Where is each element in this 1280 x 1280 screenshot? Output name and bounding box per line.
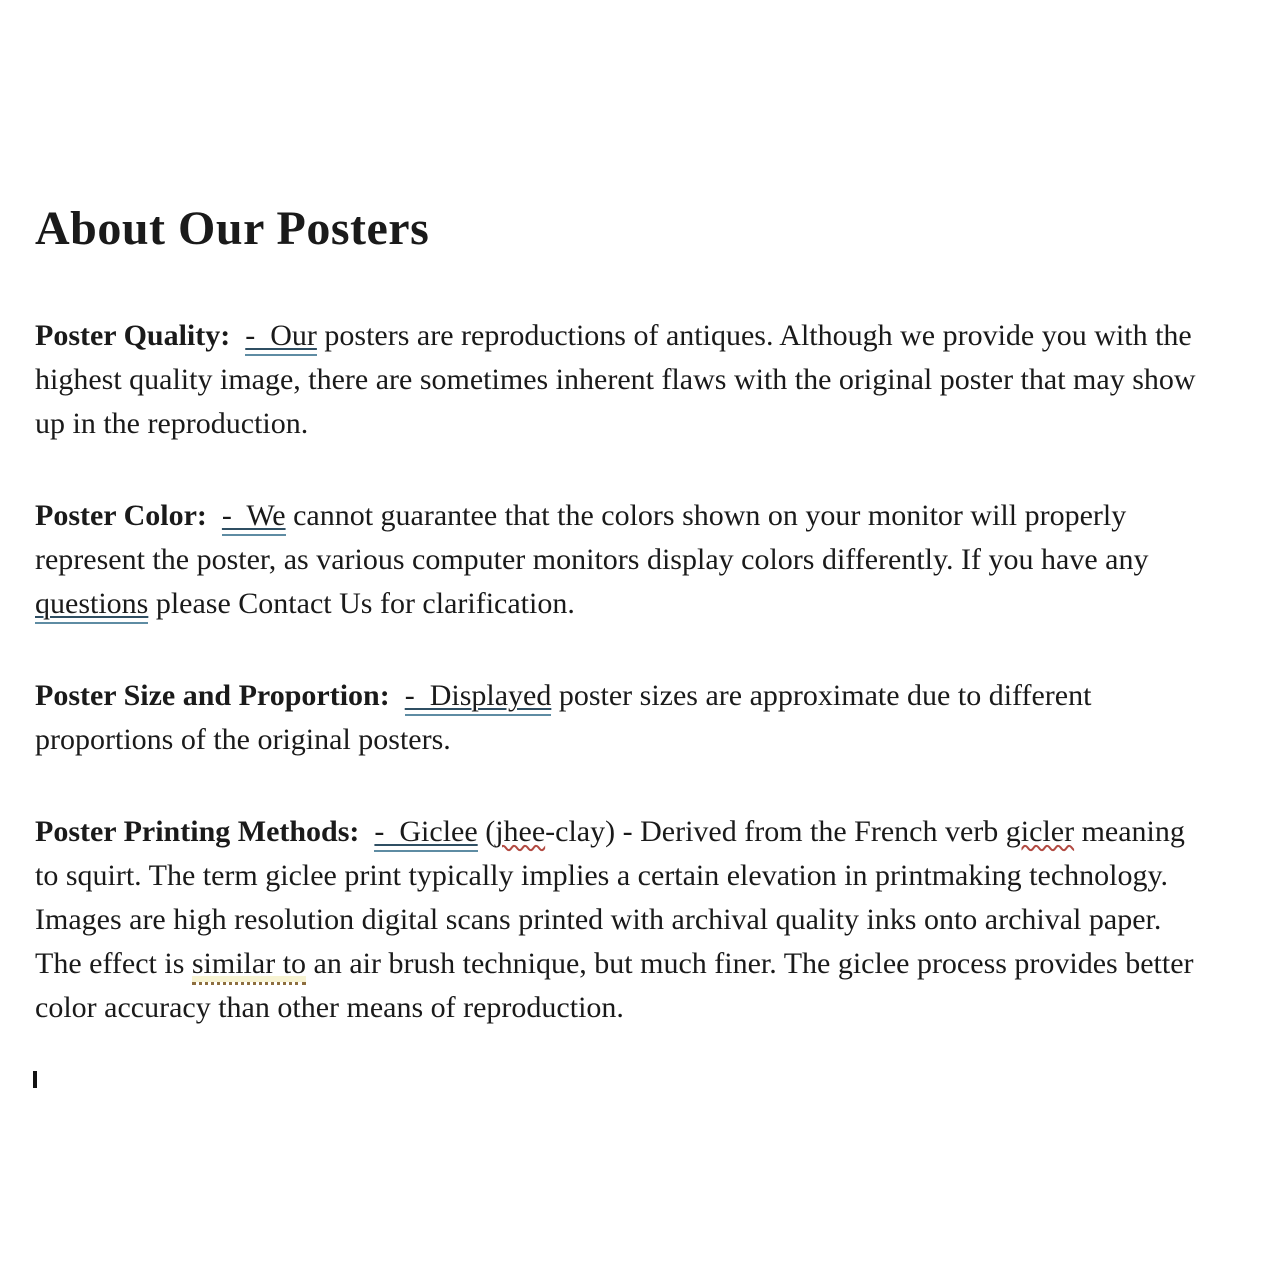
paragraph-text bbox=[390, 679, 405, 712]
paragraph-poster-quality bbox=[35, 314, 1210, 446]
double-underlined-text: questions bbox=[35, 587, 148, 624]
paragraph-label: Poster Printing Methods: bbox=[35, 814, 360, 848]
page-title: About Our Posters bbox=[35, 202, 430, 255]
paragraph-poster-color bbox=[35, 494, 1210, 626]
paragraph-poster-printing-methods bbox=[35, 810, 1210, 1030]
double-underlined-text: - Giclee bbox=[374, 815, 477, 852]
paragraph-text: ( bbox=[477, 814, 496, 848]
paragraph-text: an air brush technique, but much finer. The giclee process provides better color accuracy than other means of reproduction. bbox=[35, 946, 1202, 1024]
paragraph-text: -clay) - Derived from the French verb bbox=[545, 814, 1006, 848]
paragraph-text: meaning to squirt. The term giclee print typically implies a certain elevation in printmaking technology. Images are high resolution digital scans printed with archival quality inks onto archival paper. The effect is bbox=[35, 814, 1193, 980]
paragraphs bbox=[35, 314, 1210, 1030]
double-underlined-text: - Displayed bbox=[405, 679, 552, 716]
paragraph-text bbox=[359, 815, 374, 848]
paragraph-text: posters are reproductions of antiques. Although we provide you with the highest quality image, there are sometimes inherent flaws with the original poster that may show up in the reproduction. bbox=[35, 318, 1204, 440]
paragraph-text: please Contact Us for clarification. bbox=[148, 586, 575, 620]
double-underlined-text: - We bbox=[222, 499, 286, 536]
paragraph-label: Poster Quality: bbox=[35, 318, 231, 352]
document-body bbox=[35, 200, 1210, 1078]
text-cursor-mark bbox=[33, 1071, 37, 1088]
spellcheck-flagged-text: gicler bbox=[1005, 814, 1075, 848]
paragraph-text bbox=[230, 319, 245, 352]
double-underlined-text: - Our bbox=[245, 319, 317, 356]
grammar-flagged-text: similar to bbox=[192, 947, 306, 985]
paragraph-poster-size-and-proportion bbox=[35, 674, 1210, 762]
paragraph-text: cannot guarantee that the colors shown on your monitor will properly represent the poster, as various computer monitors display colors differently. If you have any bbox=[35, 498, 1156, 576]
paragraph-text: poster sizes are approximate due to different proportions of the original posters. bbox=[35, 678, 1099, 756]
paragraph-label: Poster Color: bbox=[35, 498, 207, 532]
spellcheck-flagged-text: jhee bbox=[495, 814, 546, 848]
paragraph-text bbox=[207, 499, 222, 532]
paragraph-label: Poster Size and Proportion: bbox=[35, 678, 390, 712]
